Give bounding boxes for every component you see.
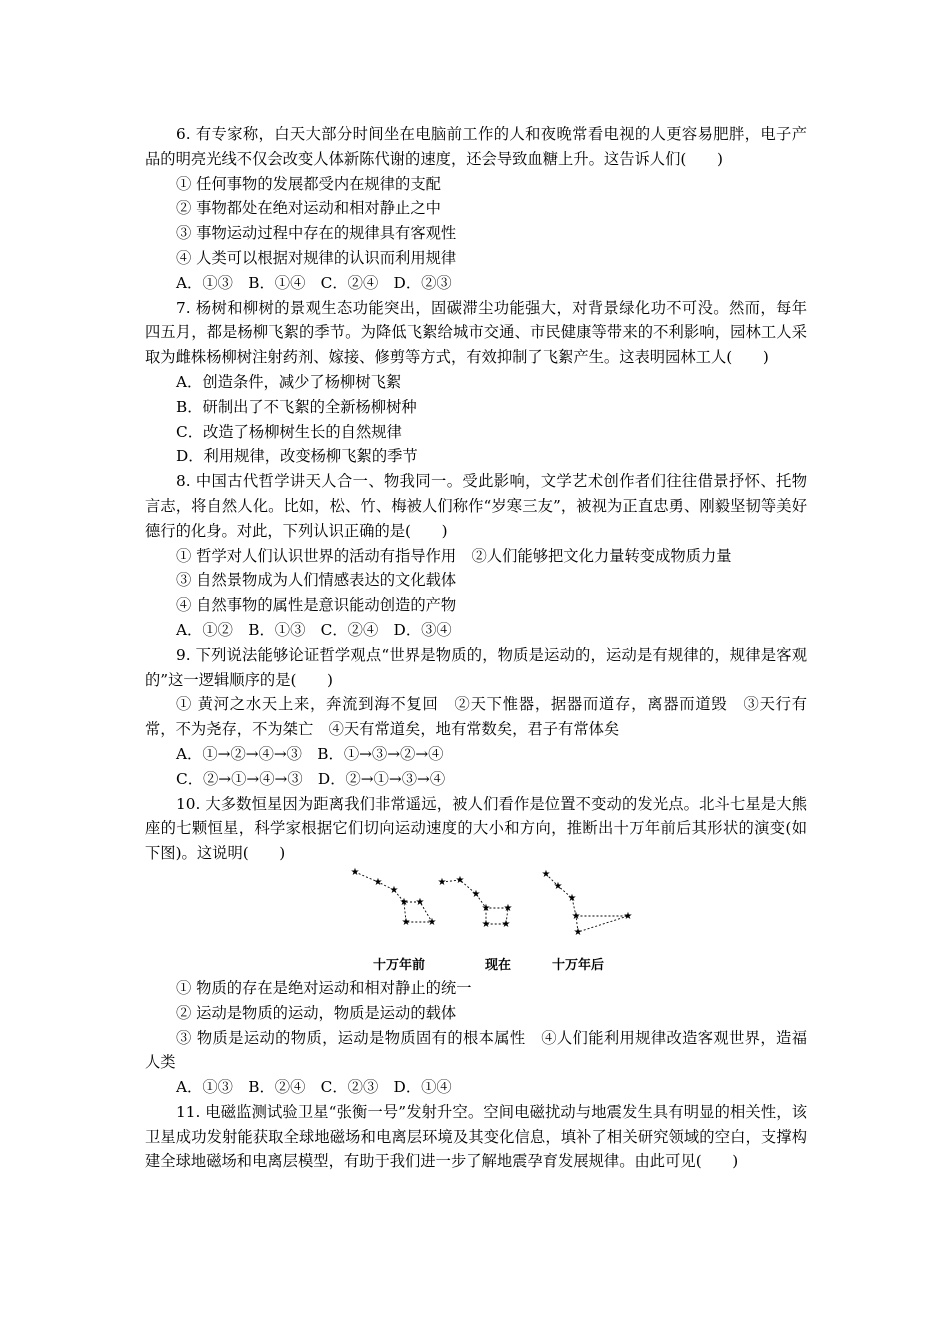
svg-text:★: ★ <box>553 880 563 892</box>
q8-item: ③ 自然景物成为人们情感表达的文化载体 <box>176 571 457 590</box>
q9-items: ① 黄河之水天上来，奔流到海不复回 ②天下惟器，据器而道存，离器而道毁 ③天行有常，不为尧存，不为桀亡 ④天有常道矣，地有常数矣，君子有常体矣 <box>145 695 807 739</box>
figure-label-future: 十万年后 <box>552 957 605 973</box>
svg-text:★: ★ <box>571 910 581 922</box>
svg-text:★: ★ <box>427 916 437 928</box>
svg-text:★: ★ <box>503 902 513 914</box>
q8-stem: 8. 中国古代哲学讲天人合一、物我同一。受此影响，文学艺术创作者们往往借景抒怀、托物言志，将自然人化。比如，松、竹、梅被人们称作“岁寒三友”，被视为正直忠勇、刚毅坚韧等美好德行的化身。对此，下列认识正确的是( ) <box>145 472 807 540</box>
q6-choices: A．①③ B．①④ C．②④ D．②③ <box>176 273 452 292</box>
svg-text:★: ★ <box>399 896 409 908</box>
figure-label-now: 现在 <box>485 957 512 973</box>
q9-choices-cd: C．②→①→④→③ D．②→①→③→④ <box>176 769 446 788</box>
svg-text:★: ★ <box>567 892 577 904</box>
q8-item: ④ 自然事物的属性是意识能动创造的产物 <box>176 596 457 615</box>
q10-item: ② 运动是物质的运动，物质是运动的载体 <box>176 1003 457 1022</box>
svg-text:★: ★ <box>501 918 511 930</box>
q10-stem: 10. 大多数恒星因为距离我们非常遥远，被人们看作是位置不变动的发光点。北斗七星是大熊座的七颗恒星，科学家根据它们切向运动速度的大小和方向，推断出十万年前后其形状的演变(如下图)。这说明( ) <box>145 794 807 863</box>
q7-choice: B．研制出了不飞絮的全新杨柳树种 <box>176 397 417 416</box>
q7-choice: D．利用规律，改变杨柳飞絮的季节 <box>176 447 418 466</box>
q10-choices: A．①③ B．②④ C．②③ D．①④ <box>176 1078 452 1097</box>
big-dipper-figure <box>145 866 807 976</box>
q6-item: ④ 人类可以根据对规律的认识而利用规律 <box>176 248 457 267</box>
svg-text:★: ★ <box>481 902 491 914</box>
svg-text:★: ★ <box>350 866 360 878</box>
q6-item: ① 任何事物的发展都受内在规律的支配 <box>176 174 441 193</box>
svg-text:★: ★ <box>455 874 465 886</box>
q11-stem: 11. 电磁监测试验卫星“张衡一号”发射升空。空间电磁扰动与地震发生具有明显的相关性，该卫星成功发射能获取全球地磁场和电离层环境及其变化信息，填补了相关研究领域的空白，支撑构建全球地磁场和电离层模型，有助于我们进一步了解地震孕育发展规律。由此可见( ) <box>145 1102 807 1171</box>
svg-text:★: ★ <box>437 876 447 888</box>
q9-choices-ab: A．①→②→④→③ B．①→③→②→④ <box>176 744 444 763</box>
q8-item: ① 哲学对人们认识世界的活动有指导作用 ②人们能够把文化力量转变成物质力量 <box>176 546 732 565</box>
svg-text:★: ★ <box>573 926 583 938</box>
q7-choice: C．改造了杨柳树生长的自然规律 <box>176 422 402 441</box>
svg-text:★: ★ <box>623 910 633 922</box>
svg-text:★: ★ <box>415 896 425 908</box>
svg-text:★: ★ <box>373 876 383 888</box>
svg-text:★: ★ <box>389 884 399 896</box>
svg-text:★: ★ <box>401 916 411 928</box>
big-dipper-diagram <box>350 866 640 952</box>
exam-page <box>145 122 807 1174</box>
q9-stem: 9. 下列说法能够论证哲学观点“世界是物质的，物质是运动的，运动是有规律的，规律是客观的”这一逻辑顺序的是( ) <box>145 645 807 689</box>
q10-item: ③ 物质是运动的物质，运动是物质固有的根本属性 ④人们能利用规律改造客观世界，造福人类 <box>145 1028 807 1072</box>
svg-text:★: ★ <box>481 918 491 930</box>
q6-stem: 6. 有专家称，白天大部分时间坐在电脑前工作的人和夜晚常看电视的人更容易肥胖，电子产品的明亮光线不仅会改变人体新陈代谢的速度，还会导致血糖上升。这告诉人们( ) <box>145 125 807 168</box>
q10-item: ① 物质的存在是绝对运动和相对静止的统一 <box>176 978 472 997</box>
q6-item: ② 事物都处在绝对运动和相对静止之中 <box>176 199 441 218</box>
svg-text:★: ★ <box>471 888 481 900</box>
q7-stem: 7. 杨树和柳树的景观生态功能突出，固碳滞尘功能强大，对背景绿化功不可没。然而，每年四五月，都是杨柳飞絮的季节。为降低飞絮给城市交通、市民健康等带来的不利影响，园林工人采取为雌株杨柳树注射药剂、嫁接、修剪等方式，有效抑制了飞絮产生。这表明园林工人( ) <box>145 298 807 367</box>
q8-choices: A．①② B．①③ C．②④ D．③④ <box>176 620 452 639</box>
svg-text:★: ★ <box>541 868 551 880</box>
q7-choice: A．创造条件，减少了杨柳树飞絮 <box>176 372 402 391</box>
figure-label-past: 十万年前 <box>373 957 426 973</box>
q6-item: ③ 事物运动过程中存在的规律具有客观性 <box>176 224 457 243</box>
